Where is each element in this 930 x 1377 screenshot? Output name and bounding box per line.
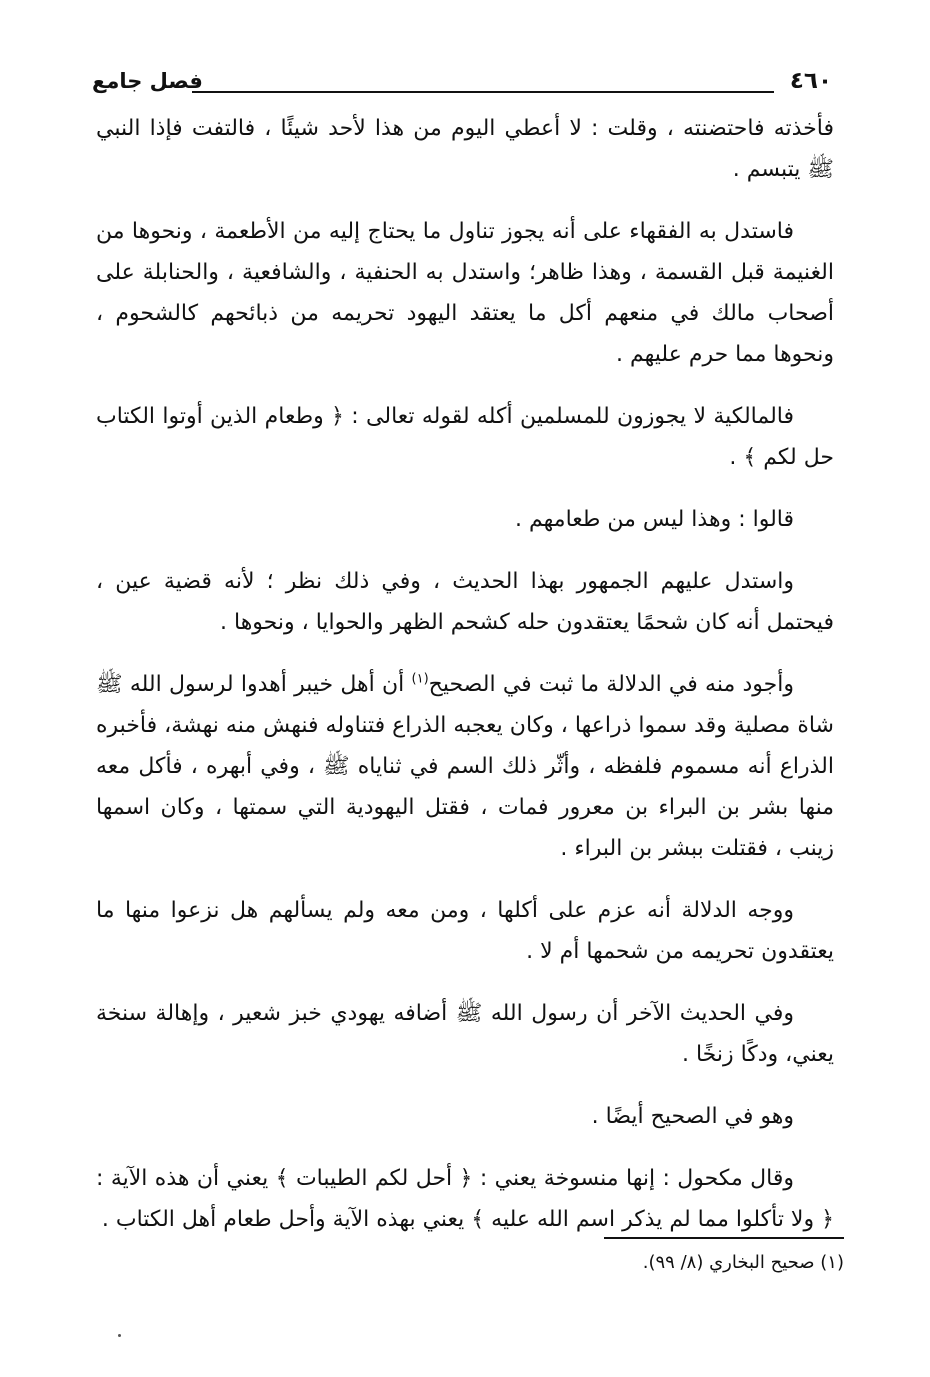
chapter-title: فصل جامع [92, 69, 203, 93]
scan-speck [118, 1334, 121, 1337]
paragraph: وقال مكحول : إنها منسوخة يعني : ﴿ أحل لكم الطيبات ﴾ يعني أن هذه الآية : ﴿ ولا تأكلوا مما لم يذكر اسم الله عليه ﴾ يعني بهذه الآية وأحل طعام أهل الكتاب . [96, 1166, 834, 1232]
footnote: (١) صحيح البخاري (٨/ ٩٩). [642, 1252, 844, 1273]
paragraph: فالمالكية لا يجوزون للمسلمين أكله لقوله تعالى : ﴿ وطعام الذين أوتوا الكتاب حل لكم ﴾ . [96, 404, 834, 470]
main-text [96, 108, 834, 1261]
paragraph: فأخذته فاحتضنته ، وقلت : لا أعطي اليوم من هذا لأحد شيئًا ، فالتفت فإذا النبي ﷺ يتبسم . [96, 116, 834, 182]
footnote-ref[interactable]: (١) [411, 671, 429, 687]
paragraph-with-footnote-ref [96, 664, 834, 869]
paragraph-text: أن أهل خيبر أهدوا لرسول الله ﷺ شاة مصلية وقد سموا ذراعها ، وكان يعجبه الذراع فتناوله فنهش منه نهشة، فأخبره الذراع أنه مسموم فلفظه ، وأثّر ذلك السم في ثناياه ﷺ ، وفي أبهره ، فأكل معه منها بشر بن البراء بن معرور فمات ، فقتل اليهودية التي سمتها ، وكان اسمها زينب ، فقتلت ببشر بن البراء . [96, 672, 834, 861]
paragraph: واستدل عليهم الجمهور بهذا الحديث ، وفي ذلك نظر ؛ لأنه قضية عين ، فيحتمل أنه كان شحمًا يعتقدون حله كشحم الظهر والحوايا ، ونحوها . [96, 569, 834, 635]
paragraph: وفي الحديث الآخر أن رسول الله ﷺ أضافه يهودي خبز شعير ، وإهالة سنخة يعني، ودكًا زنخًا . [96, 1001, 834, 1067]
page-header [92, 64, 832, 98]
paragraph: ووجه الدلالة أنه عزم على أكلها ، ومن معه ولم يسألهم هل نزعوا منها ما يعتقدون تحريمه من شحمها أم لا . [96, 898, 834, 964]
paragraph: قالوا : وهذا ليس من طعامهم . [515, 507, 794, 532]
paragraph: فاستدل به الفقهاء على أنه يجوز تناول ما يحتاج إليه من الأطعمة ، ونحوها من الغنيمة قبل القسمة ، وهذا ظاهر؛ واستدل به الحنفية ، والشافعية ، والحنابلة على أصحاب مالك في منعهم أكل ما يعتقد اليهود تحريمه من ذبائحهم كالشحوم ، ونحوها مما حرم عليهم . [96, 219, 834, 367]
paragraph-text: وأجود منه في الدلالة ما ثبت في الصحيح [428, 672, 794, 697]
page-number: ٤٦٠ [789, 68, 832, 94]
paragraph: وهو في الصحيح أيضًا . [591, 1104, 794, 1129]
footnote-separator [604, 1237, 844, 1239]
header-rule [192, 91, 774, 93]
